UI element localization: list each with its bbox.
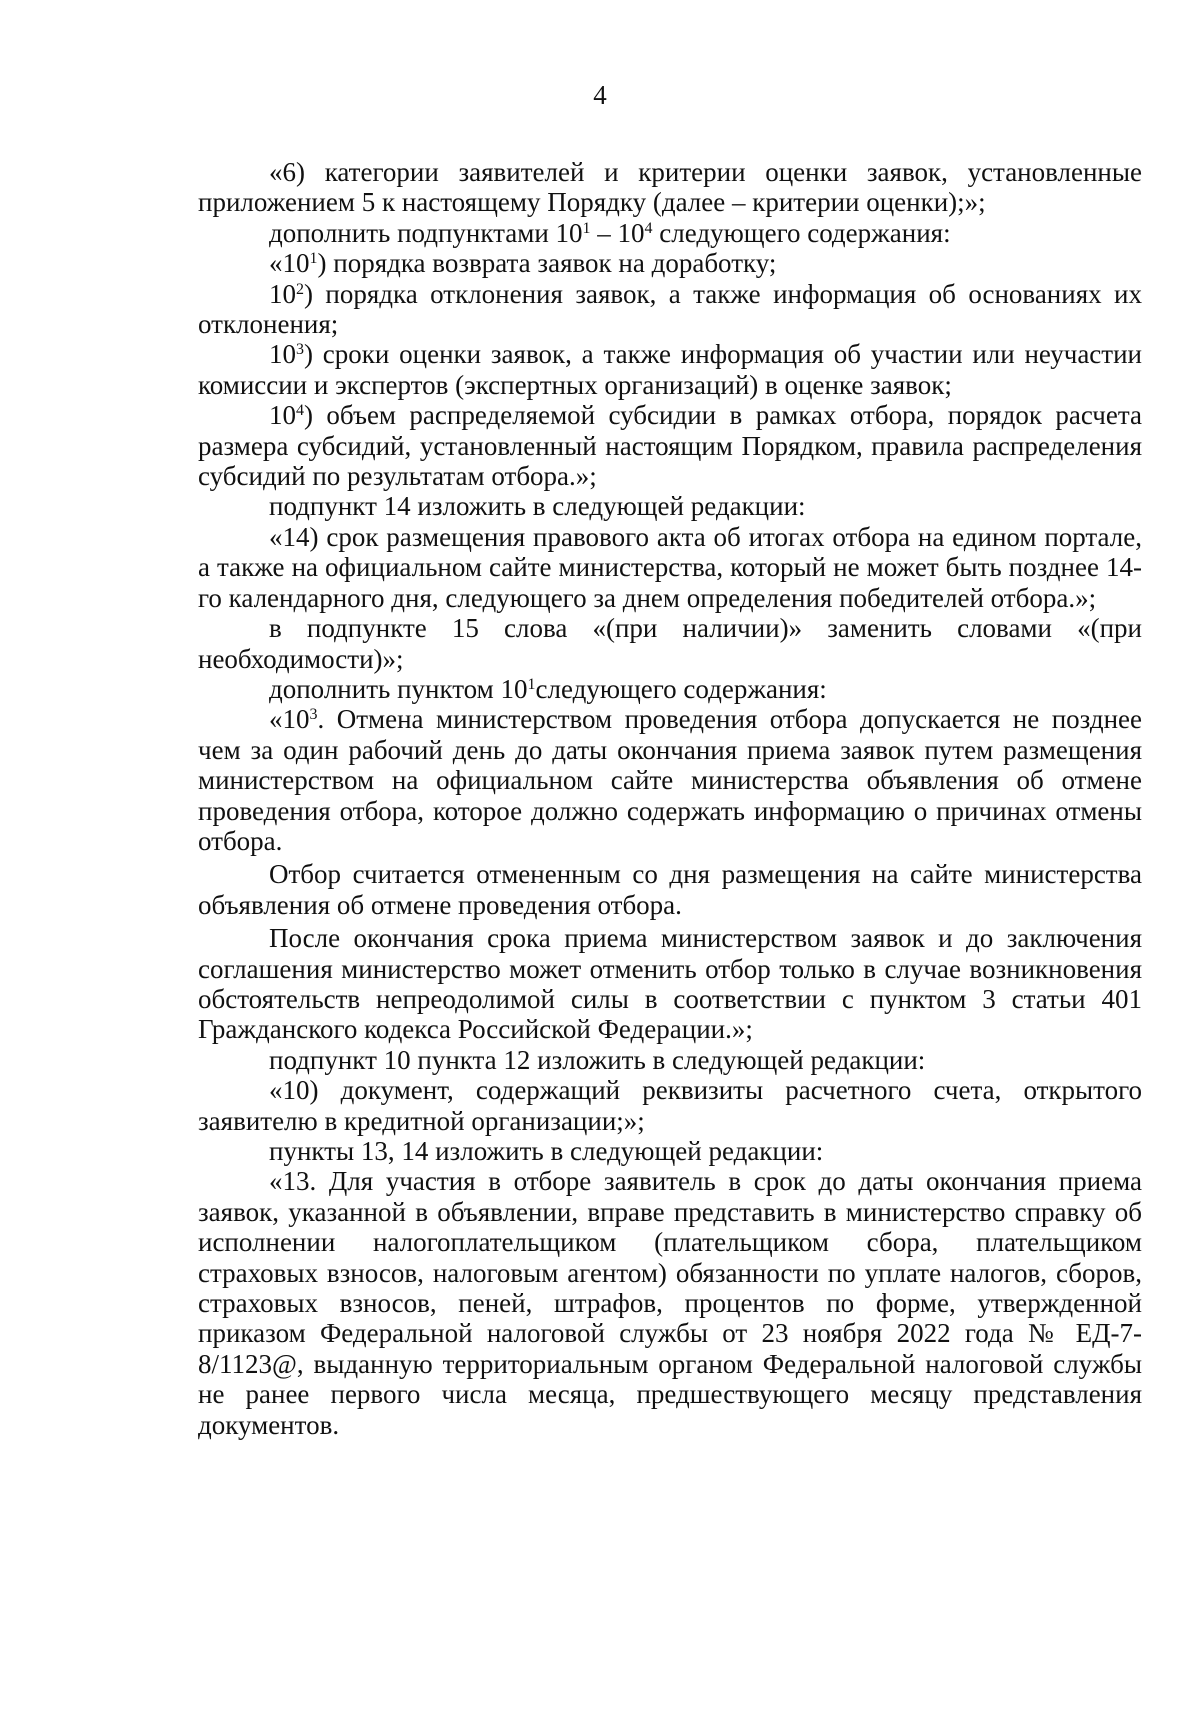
superscript-index: 2 xyxy=(296,280,304,298)
superscript-index: 1 xyxy=(582,220,591,238)
paragraph-text: ) сроки оценки заявок, а также информация об участии или неучастии комиссии и экспертов (экспертных организаций) в оценке заявок; xyxy=(198,339,1142,400)
paragraph-text: «10 xyxy=(269,248,310,279)
paragraph-text: пункты 13, 14 изложить в следующей редакции: xyxy=(269,1136,824,1166)
paragraph-text: в подпункте 15 слова «(при наличии)» заменить словами «(при необходимости)»; xyxy=(198,613,1142,674)
paragraph-text: ) объем распределяемой субсидии в рамках отбора, порядок расчета размера субсидий, установленный настоящим Порядком, правила распределения субсидий по результатам отбора.»; xyxy=(198,400,1142,492)
paragraph-3 xyxy=(198,248,1142,278)
paragraph-10 xyxy=(198,674,1142,704)
superscript-index: 4 xyxy=(296,402,304,420)
paragraph-16 xyxy=(198,1136,1142,1166)
paragraph-15 xyxy=(198,1075,1142,1136)
paragraph-14 xyxy=(198,1045,1142,1075)
paragraph-text: следующего содержания: xyxy=(535,673,827,704)
paragraph-9 xyxy=(198,613,1142,674)
paragraph-text: «14) срок размещения правового акта об итогах отбора на едином портале, а также на официальном сайте министерства, который не может быть позднее 14-го календарного дня, следующего за днем определения победителей отбора.»; xyxy=(198,521,1142,613)
paragraph-2 xyxy=(198,218,1142,248)
superscript-index: 3 xyxy=(296,341,304,359)
paragraph-1 xyxy=(198,157,1142,218)
paragraph-text: дополнить подпунктами 10 xyxy=(269,217,583,248)
page-number: 4 xyxy=(593,80,607,110)
paragraph-text: . Отмена министерством проведения отбора допускается не позднее чем за один рабочий день до даты окончания приема заявок путем размещения министерством на официальном сайте министерства объявления об отмене проведения отбора, которое должно содержать информацию о причинах отмены отбора. xyxy=(198,704,1142,856)
paragraph-text: Отбор считается отмененным со дня размещения на сайте министерства объявления об отмене проведения отбора. xyxy=(198,859,1142,920)
paragraph-6 xyxy=(198,400,1142,491)
paragraph-text: «6) категории заявителей и критерии оценки заявок, установленные приложением 5 к настоящему Порядку (далее – критерии оценки);»; xyxy=(198,157,1142,218)
paragraph-11 xyxy=(198,704,1142,856)
paragraph-4 xyxy=(198,279,1142,340)
paragraph-13 xyxy=(198,923,1142,1045)
paragraph-text: ) порядка отклонения заявок, а также информация об основаниях их отклонения; xyxy=(198,278,1142,340)
paragraph-text: «10 xyxy=(269,704,310,735)
paragraph-17 xyxy=(198,1166,1142,1440)
paragraph-7 xyxy=(198,491,1142,521)
paragraph-8 xyxy=(198,522,1142,613)
paragraph-text: «13. Для участия в отборе заявитель в срок до даты окончания приема заявок, указанной в объявлении, вправе представить в министерство справку об исполнении налогоплательщиком (плательщиком сбора, плательщиком страховых взносов, налоговым агентом) обязанности по уплате налогов, сборов, страховых взносов, пеней, штрафов, процентов по форме, утвержденной приказом Федеральной налоговой службы от 23 ноября 2022 года № ЕД-7-8/1123@, выданную территориальным органом Федеральной налоговой службы не ранее первого числа месяца, предшествующего месяцу представления документов. xyxy=(198,1166,1142,1440)
superscript-index: 4 xyxy=(644,220,653,238)
paragraph-text: 10 xyxy=(269,400,296,431)
paragraph-text: «10) документ, содержащий реквизиты расчетного счета, открытого заявителю в кредитной организации;»; xyxy=(198,1075,1142,1136)
paragraph-text: ) порядка возврата заявок на доработку; xyxy=(317,248,777,279)
paragraph-text: 10 xyxy=(269,278,296,309)
document-body xyxy=(198,157,1142,1440)
paragraph-text: подпункт 14 изложить в следующей редакции: xyxy=(269,491,806,522)
paragraph-text: После окончания срока приема министерством заявок и до заключения соглашения министерство может отменить отбор только в случае возникновения обстоятельств непреодолимой силы в соответствии с пунктом 3 статьи 401 Гражданского кодекса Российской Федерации.»; xyxy=(198,923,1142,1045)
paragraph-text: – 10 xyxy=(590,217,645,248)
paragraph-text: дополнить пунктом 10 xyxy=(269,673,528,704)
superscript-index: 1 xyxy=(527,676,536,694)
superscript-index: 3 xyxy=(309,706,318,724)
paragraph-text: подпункт 10 пункта 12 изложить в следующей редакции: xyxy=(269,1044,926,1075)
superscript-index: 1 xyxy=(309,250,318,268)
paragraph-12 xyxy=(198,859,1142,920)
paragraph-text: следующего содержания: xyxy=(652,217,951,248)
paragraph-5 xyxy=(198,339,1142,400)
paragraph-text: 10 xyxy=(269,339,296,370)
